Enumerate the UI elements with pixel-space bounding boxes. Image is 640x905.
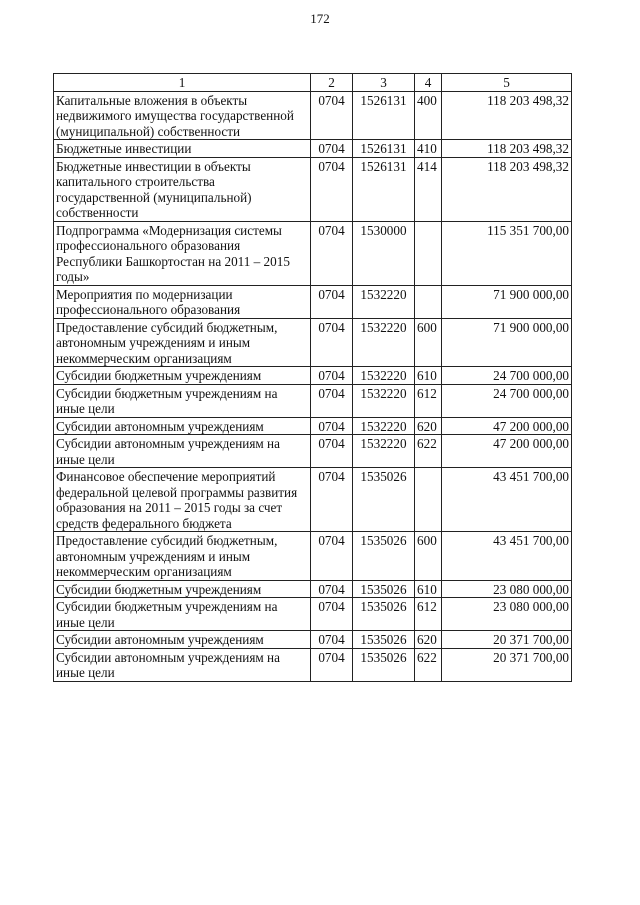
- row-section-code-cell: 0704: [311, 417, 353, 435]
- row-target-article-cell: 1535026: [353, 648, 415, 681]
- row-section-code-cell: 0704: [311, 648, 353, 681]
- row-amount-cell: 118 203 498,32: [442, 91, 572, 140]
- table-row: [54, 468, 572, 532]
- row-section-code-cell: 0704: [311, 285, 353, 318]
- row-target-article-cell: 1526131: [353, 140, 415, 158]
- table-row: [54, 648, 572, 681]
- row-amount-cell: 71 900 000,00: [442, 318, 572, 367]
- row-name-cell: Субсидии бюджетным учреждениям: [54, 367, 311, 385]
- row-expense-type-cell: 600: [415, 532, 442, 581]
- table-row: [54, 221, 572, 285]
- row-name-cell: Субсидии бюджетным учреждениям на иные цели: [54, 598, 311, 631]
- row-expense-type-cell: 400: [415, 91, 442, 140]
- row-name-cell: Субсидии автономным учреждениям: [54, 631, 311, 649]
- row-section-code-cell: 0704: [311, 631, 353, 649]
- row-name-cell: Субсидии автономным учреждениям на иные цели: [54, 435, 311, 468]
- row-expense-type-cell: [415, 285, 442, 318]
- row-section-code-cell: 0704: [311, 580, 353, 598]
- row-expense-type-cell: 622: [415, 435, 442, 468]
- row-expense-type-cell: 610: [415, 367, 442, 385]
- row-amount-cell: 47 200 000,00: [442, 417, 572, 435]
- row-amount-cell: 118 203 498,32: [442, 157, 572, 221]
- row-target-article-cell: 1532220: [353, 417, 415, 435]
- row-name-cell: Субсидии бюджетным учреждениям на иные цели: [54, 384, 311, 417]
- row-expense-type-cell: 620: [415, 417, 442, 435]
- table-row: [54, 140, 572, 158]
- row-amount-cell: 118 203 498,32: [442, 140, 572, 158]
- row-amount-cell: 23 080 000,00: [442, 580, 572, 598]
- table-row: [54, 598, 572, 631]
- row-name-cell: Бюджетные инвестиции: [54, 140, 311, 158]
- row-section-code-cell: 0704: [311, 140, 353, 158]
- row-amount-cell: 20 371 700,00: [442, 631, 572, 649]
- row-target-article-cell: 1532220: [353, 285, 415, 318]
- row-target-article-cell: 1530000: [353, 221, 415, 285]
- budget-table: [53, 73, 572, 682]
- row-name-cell: Субсидии бюджетным учреждениям: [54, 580, 311, 598]
- row-amount-cell: 23 080 000,00: [442, 598, 572, 631]
- row-target-article-cell: 1535026: [353, 580, 415, 598]
- row-amount-cell: 24 700 000,00: [442, 384, 572, 417]
- row-expense-type-cell: 410: [415, 140, 442, 158]
- row-amount-cell: 24 700 000,00: [442, 367, 572, 385]
- row-section-code-cell: 0704: [311, 221, 353, 285]
- header-cell-2: 2: [311, 74, 353, 92]
- row-section-code-cell: 0704: [311, 468, 353, 532]
- row-expense-type-cell: 620: [415, 631, 442, 649]
- row-target-article-cell: 1526131: [353, 157, 415, 221]
- row-target-article-cell: 1535026: [353, 598, 415, 631]
- header-cell-1: 1: [54, 74, 311, 92]
- row-expense-type-cell: 414: [415, 157, 442, 221]
- table-header-row: [54, 74, 572, 92]
- row-section-code-cell: 0704: [311, 598, 353, 631]
- row-name-cell: Финансовое обеспечение мероприятий федеральной целевой программы развития образования на 2011 – 2015 годы за счет средств федерального бюджета: [54, 468, 311, 532]
- row-section-code-cell: 0704: [311, 91, 353, 140]
- row-target-article-cell: 1535026: [353, 532, 415, 581]
- table-row: [54, 367, 572, 385]
- header-cell-3: 3: [353, 74, 415, 92]
- table-row: [54, 631, 572, 649]
- row-section-code-cell: 0704: [311, 318, 353, 367]
- row-section-code-cell: 0704: [311, 384, 353, 417]
- row-name-cell: Предоставление субсидий бюджетным, автономным учреждениям и иным некоммерческим организациям: [54, 318, 311, 367]
- row-name-cell: Субсидии автономным учреждениям на иные цели: [54, 648, 311, 681]
- row-target-article-cell: 1532220: [353, 435, 415, 468]
- row-name-cell: Бюджетные инвестиции в объекты капитального строительства государственной (муниципальной) собственности: [54, 157, 311, 221]
- row-amount-cell: 43 451 700,00: [442, 532, 572, 581]
- row-section-code-cell: 0704: [311, 532, 353, 581]
- row-name-cell: Мероприятия по модернизации профессионального образования: [54, 285, 311, 318]
- row-expense-type-cell: 612: [415, 598, 442, 631]
- header-cell-4: 4: [415, 74, 442, 92]
- header-cell-5: 5: [442, 74, 572, 92]
- row-expense-type-cell: 600: [415, 318, 442, 367]
- row-amount-cell: 43 451 700,00: [442, 468, 572, 532]
- row-section-code-cell: 0704: [311, 435, 353, 468]
- row-target-article-cell: 1535026: [353, 468, 415, 532]
- row-amount-cell: 47 200 000,00: [442, 435, 572, 468]
- row-target-article-cell: 1526131: [353, 91, 415, 140]
- row-amount-cell: 71 900 000,00: [442, 285, 572, 318]
- table-row: [54, 435, 572, 468]
- row-section-code-cell: 0704: [311, 157, 353, 221]
- table-row: [54, 318, 572, 367]
- row-amount-cell: 20 371 700,00: [442, 648, 572, 681]
- row-target-article-cell: 1532220: [353, 384, 415, 417]
- row-section-code-cell: 0704: [311, 367, 353, 385]
- table-row: [54, 285, 572, 318]
- table-row: [54, 157, 572, 221]
- row-expense-type-cell: 612: [415, 384, 442, 417]
- table-row: [54, 580, 572, 598]
- table-row: [54, 91, 572, 140]
- row-expense-type-cell: 610: [415, 580, 442, 598]
- table-row: [54, 384, 572, 417]
- row-name-cell: Капитальные вложения в объекты недвижимого имущества государственной (муниципальной) собственности: [54, 91, 311, 140]
- row-expense-type-cell: [415, 221, 442, 285]
- row-target-article-cell: 1532220: [353, 367, 415, 385]
- page-number: 172: [310, 11, 330, 26]
- row-target-article-cell: 1532220: [353, 318, 415, 367]
- row-target-article-cell: 1535026: [353, 631, 415, 649]
- table-row: [54, 532, 572, 581]
- row-expense-type-cell: [415, 468, 442, 532]
- row-expense-type-cell: 622: [415, 648, 442, 681]
- row-name-cell: Субсидии автономным учреждениям: [54, 417, 311, 435]
- row-amount-cell: 115 351 700,00: [442, 221, 572, 285]
- table-row: [54, 417, 572, 435]
- row-name-cell: Подпрограмма «Модернизация системы профессионального образования Республики Башкортостан на 2011 – 2015 годы»: [54, 221, 311, 285]
- row-name-cell: Предоставление субсидий бюджетным, автономным учреждениям и иным некоммерческим организациям: [54, 532, 311, 581]
